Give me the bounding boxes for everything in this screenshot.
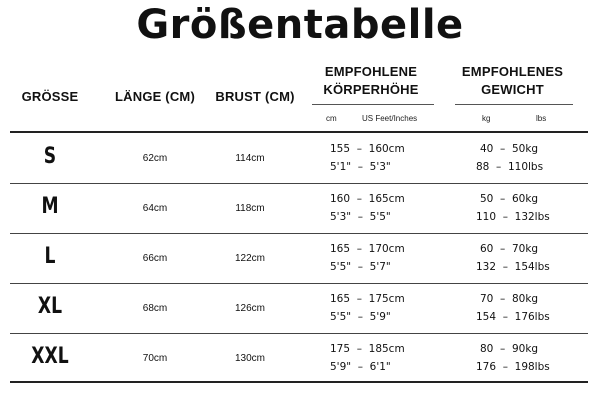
height-cm-range: 165 – 170cm	[330, 243, 405, 255]
length-value: 62cm	[142, 153, 168, 164]
length-value: 64cm	[142, 203, 168, 214]
weight-lbs-range: 154 – 176lbs	[476, 311, 550, 323]
chest-value: 130cm	[234, 353, 265, 364]
size-label: L	[44, 244, 56, 269]
size-label: XXL	[31, 344, 69, 369]
height-ft-range: 5'5" – 5'7"	[330, 261, 391, 273]
height-cm-range: 165 – 175cm	[330, 293, 405, 305]
header-height	[312, 63, 430, 99]
weight-kg-range: 40 – 50kg	[480, 143, 539, 155]
header-rule	[10, 131, 588, 133]
size-label: S	[43, 144, 57, 169]
height-ft-range: 5'3" – 5'5"	[330, 211, 391, 223]
header-weight	[455, 63, 570, 99]
height-cm-range: 160 – 165cm	[330, 193, 405, 205]
height-ft-range: 5'1" – 5'3"	[330, 161, 391, 173]
length-value: 70cm	[142, 353, 168, 364]
bottom-rule	[10, 381, 588, 383]
header-height-line1: EMPFOHLENE	[324, 64, 418, 79]
size-label: XL	[37, 294, 63, 319]
header-length: LÄNGE (CM)	[115, 89, 195, 104]
header-height-line2: KÖRPERHÖHE	[323, 82, 419, 97]
subheader-height-cm: cm	[326, 114, 337, 123]
length-value: 68cm	[142, 303, 168, 314]
chest-value: 122cm	[234, 253, 265, 264]
height-divider	[312, 104, 434, 105]
chest-value: 126cm	[234, 303, 265, 314]
weight-kg-range: 60 – 70kg	[480, 243, 539, 255]
weight-lbs-range: 176 – 198lbs	[476, 361, 550, 373]
subheader-height-us: US Feet/Inches	[362, 114, 418, 123]
height-cm-range: 175 – 185cm	[330, 343, 405, 355]
header-size: GRÖSSE	[21, 89, 79, 104]
chest-value: 114cm	[235, 153, 265, 164]
chest-value: 118cm	[235, 203, 265, 214]
header-chest: BRUST (CM)	[215, 89, 295, 104]
length-value: 66cm	[142, 253, 168, 264]
weight-kg-range: 80 – 90kg	[480, 343, 539, 355]
height-ft-range: 5'9" – 6'1"	[330, 361, 391, 373]
page-title: Größentabelle	[136, 2, 464, 48]
row-divider	[10, 283, 588, 284]
header-weight-line1: EMPFOHLENES	[461, 64, 564, 79]
subheader-weight-kg: kg	[482, 114, 491, 123]
weight-kg-range: 70 – 80kg	[480, 293, 539, 305]
row-divider	[10, 183, 588, 184]
height-cm-range: 155 – 160cm	[330, 143, 405, 155]
weight-lbs-range: 88 – 110lbs	[476, 161, 544, 173]
subheader-weight-lbs: lbs	[536, 114, 547, 123]
header-weight-line2: GEWICHT	[481, 82, 544, 97]
weight-divider	[455, 104, 573, 105]
size-label: M	[41, 194, 59, 219]
row-divider	[10, 233, 588, 234]
height-ft-range: 5'5" – 5'9"	[330, 311, 391, 323]
row-divider	[10, 333, 588, 334]
weight-lbs-range: 110 – 132lbs	[476, 211, 550, 223]
weight-kg-range: 50 – 60kg	[480, 193, 539, 205]
weight-lbs-range: 132 – 154lbs	[476, 261, 550, 273]
